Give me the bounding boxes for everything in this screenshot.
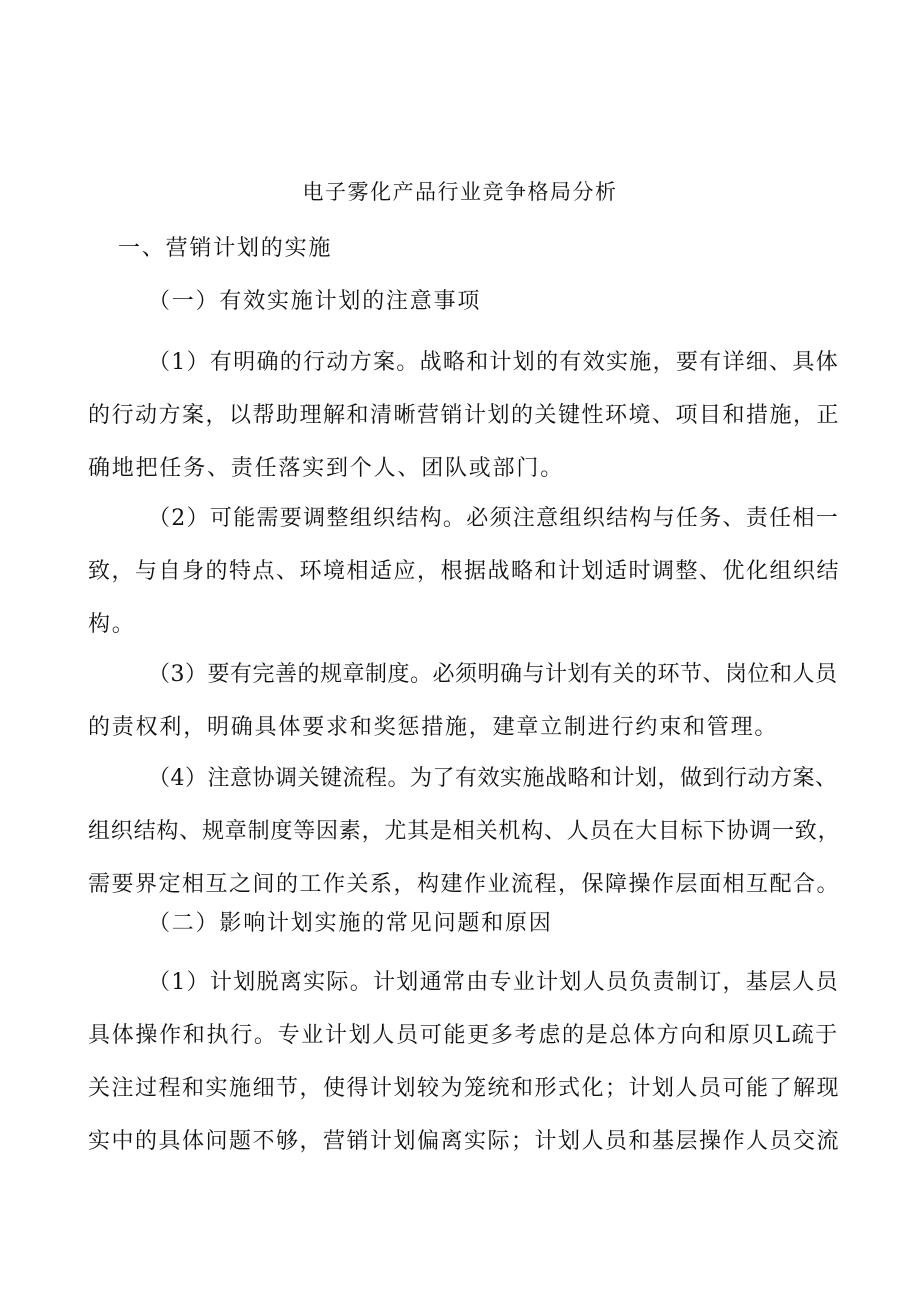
subsection-heading-2: （二）影响计划实施的常见问题和原因 bbox=[148, 911, 553, 936]
paragraph-line: （1）有明确的行动方案。战略和计划的有效实施，要有详细、具体 bbox=[148, 350, 839, 375]
paragraph-line: 的责权利，明确具体要求和奖惩措施，建章立制进行约束和管理。 bbox=[88, 715, 779, 740]
paragraph-line: （1）计划脱离实际。计划通常由专业计划人员负责制订，基层人员 bbox=[148, 970, 839, 995]
section-heading-1: 一、营销计划的实施 bbox=[118, 236, 333, 261]
paragraph-line: 确地把任务、责任落实到个人、团队或部门。 bbox=[88, 456, 565, 481]
paragraph-5 bbox=[88, 956, 840, 1168]
paragraph-2 bbox=[88, 492, 840, 651]
paragraph-1 bbox=[88, 336, 840, 495]
paragraph-4 bbox=[88, 752, 840, 911]
paragraph-3 bbox=[88, 648, 840, 754]
paragraph-line: 实中的具体问题不够，营销计划偏离实际；计划人员和基层操作人员交流 bbox=[88, 1129, 841, 1154]
paragraph-line: 具体操作和执行。专业计划人员可能更多考虑的是总体方向和原贝L疏于 bbox=[88, 1023, 840, 1048]
document-title: 电子雾化产品行业竞争格局分析 bbox=[302, 180, 618, 204]
paragraph-line: 组织结构、规章制度等因素，尤其是相关机构、人员在大目标下协调一致， bbox=[88, 819, 841, 844]
paragraph-line: 关注过程和实施细节，使得计划较为笼统和形式化；计划人员可能了解现 bbox=[88, 1076, 841, 1101]
paragraph-line: 致，与自身的特点、环境相适应，根据战略和计划适时调整、优化组织结 bbox=[88, 559, 841, 584]
paragraph-line: 的行动方案，以帮助理解和清晰营销计划的关键性环境、项目和措施，正 bbox=[88, 403, 841, 428]
paragraph-line: （2）可能需要调整组织结构。必须注意组织结构与任务、责任相一 bbox=[148, 506, 839, 531]
paragraph-line: 构。 bbox=[88, 612, 136, 637]
paragraph-line: 需要界定相互之间的工作关系，构建作业流程，保障操作层面相互配合。 bbox=[88, 872, 841, 897]
paragraph-line: （4）注意协调关键流程。为了有效实施战略和计划，做到行动方案、 bbox=[148, 766, 838, 791]
paragraph-line: （3）要有完善的规章制度。必须明确与计划有关的环节、岗位和人员 bbox=[148, 662, 838, 687]
subsection-heading-1: （一）有效实施计划的注意事项 bbox=[148, 289, 482, 314]
